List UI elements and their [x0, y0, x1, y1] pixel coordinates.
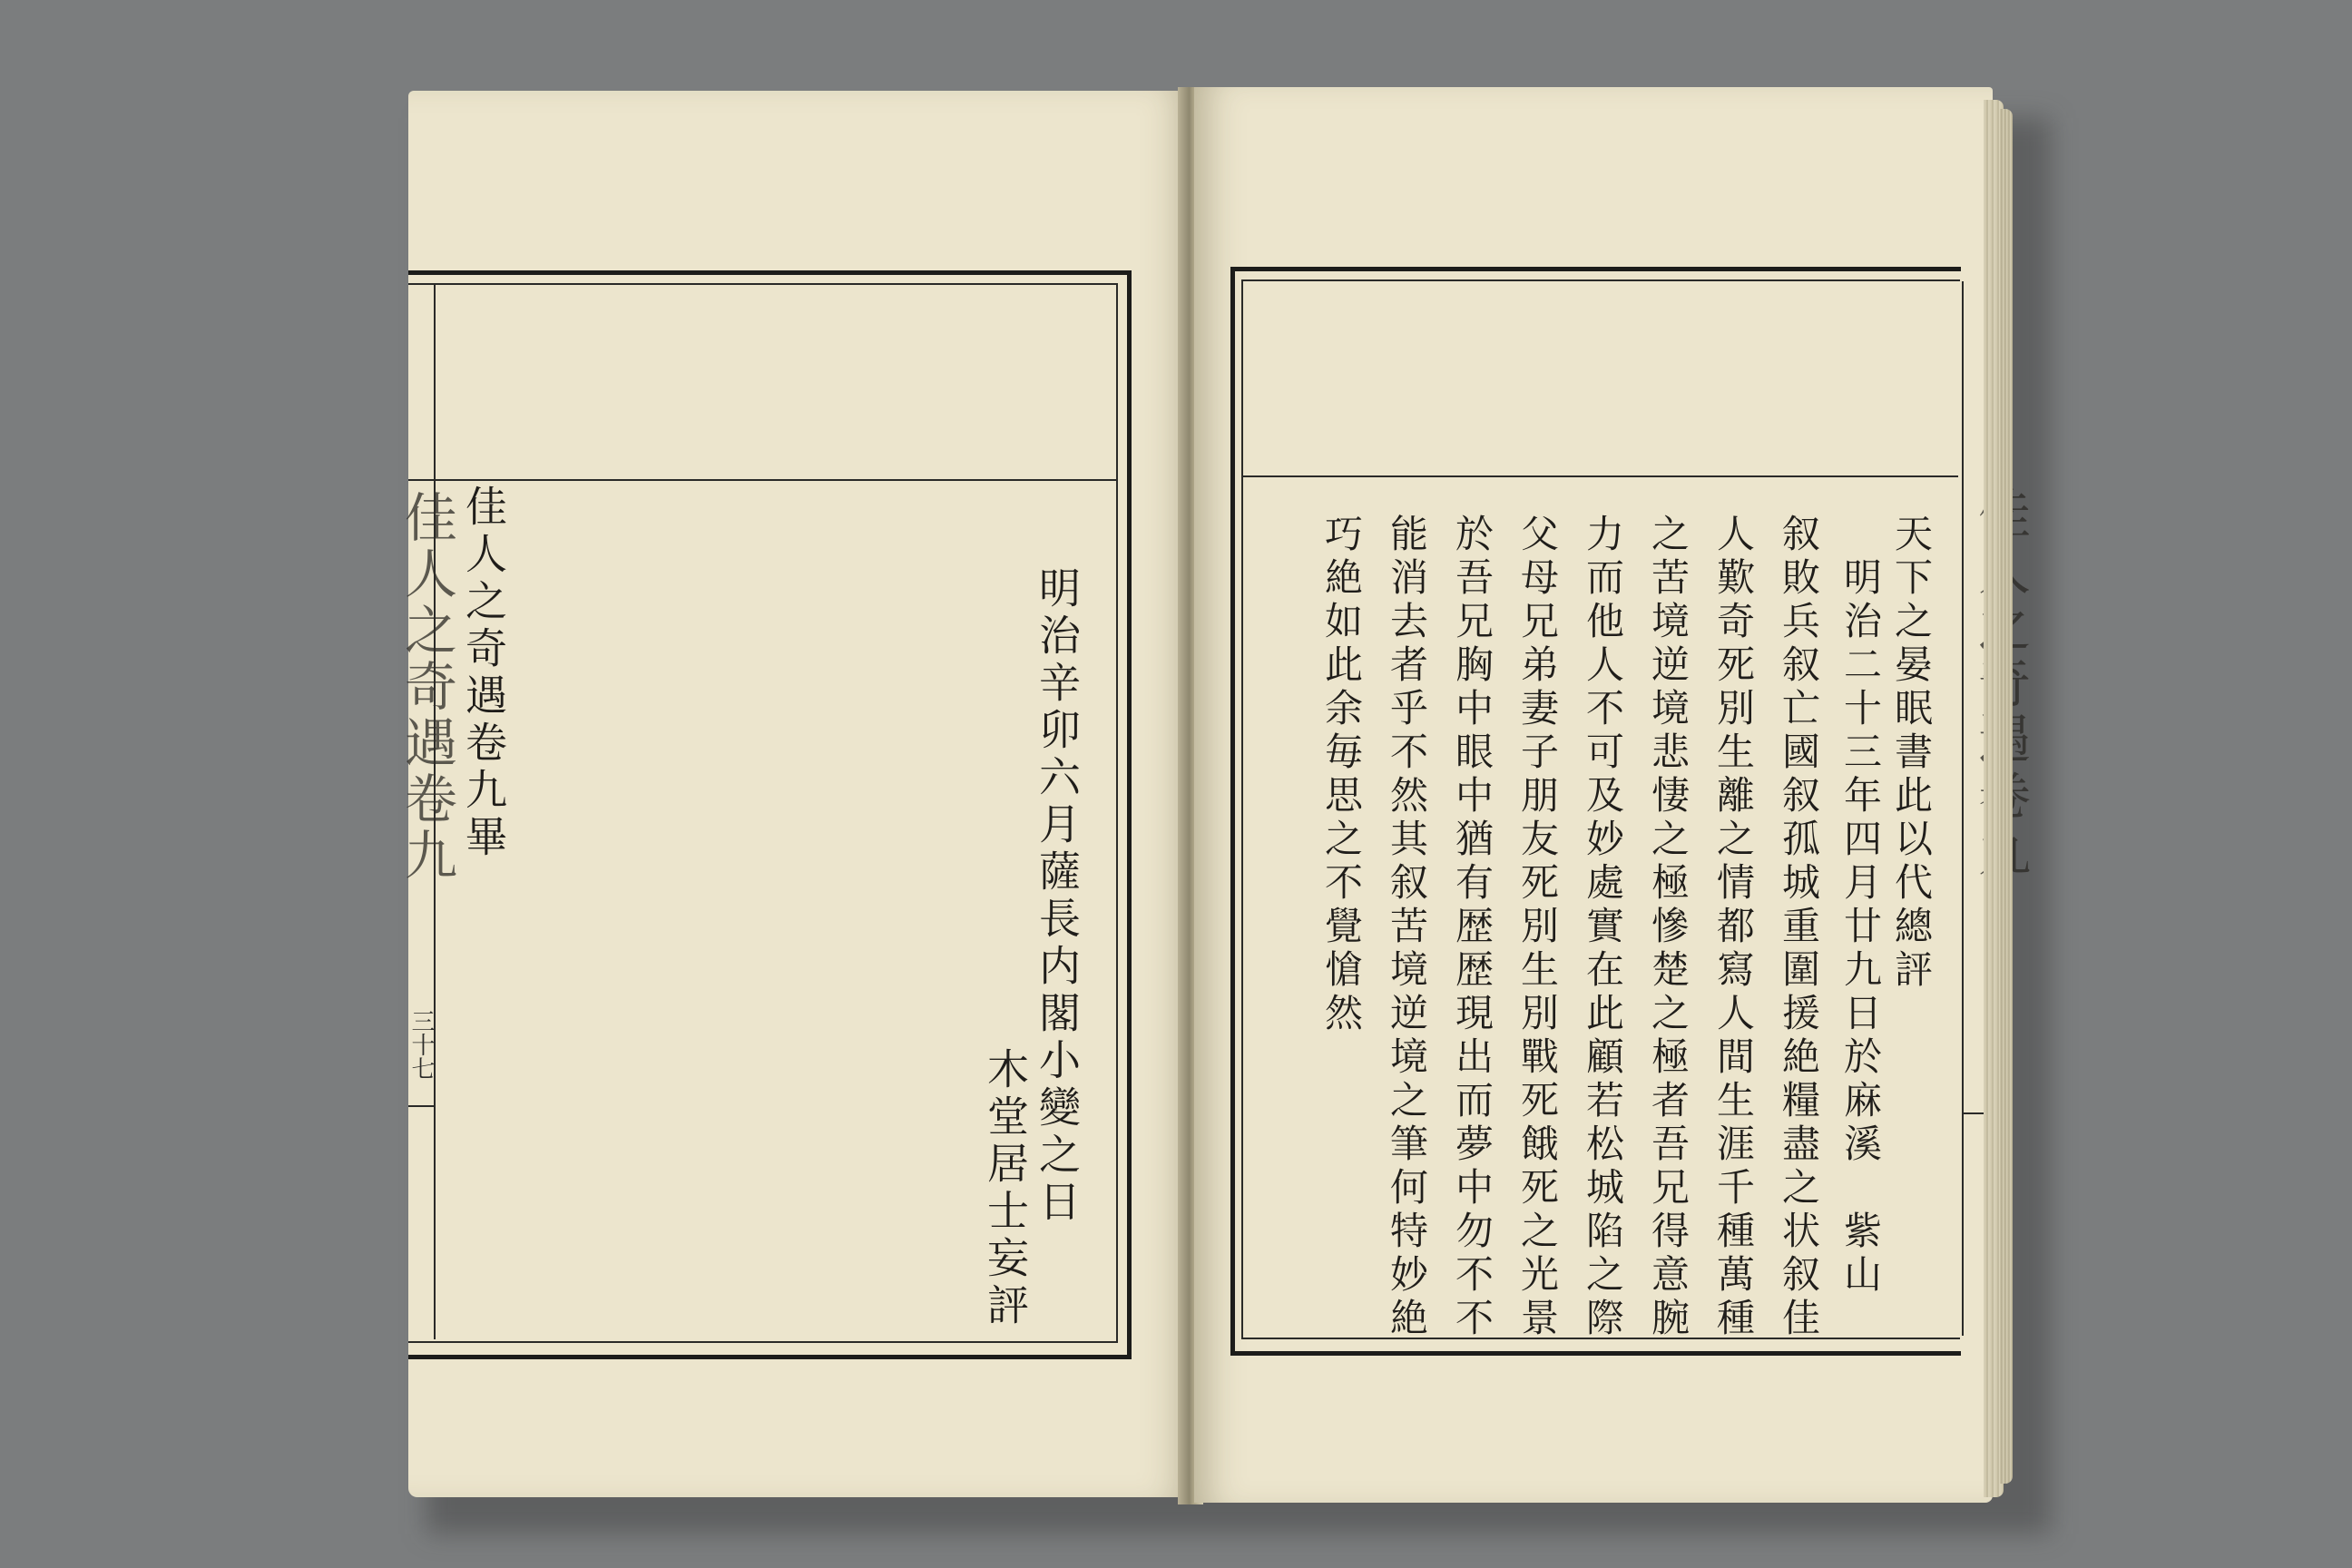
right-header-divider [1241, 475, 1958, 477]
right-col-8: 於吾兄胸中眼中猶有歴歴現出而夢中勿不不 [1450, 514, 1494, 1341]
left-folio: 三十七 [407, 1009, 435, 1080]
right-col-9: 能消去者乎不然其叙苦境逆境之筆何特妙絶 [1385, 514, 1429, 1341]
page-edges-back [2000, 109, 2013, 1484]
right-col-6: 力而他人不可及妙處實在此顧若松城陷之際 [1581, 514, 1625, 1341]
left-page [396, 91, 1189, 1497]
right-col-3: 叙敗兵叙亡國叙孤城重圍援絶糧盡之状叙佳 [1777, 514, 1821, 1341]
left-fold-mark [408, 1105, 436, 1107]
left-fold-title: 佳人之奇遇卷九 [396, 490, 457, 884]
right-col-1: 天下之晏眠書此以代總評 [1889, 514, 1934, 993]
right-col-5: 之苦境逆境悲悽之極慘楚之極者吾兄得意腕 [1646, 514, 1690, 1341]
left-chapter-title: 佳人之奇遇卷九畢 [459, 485, 508, 862]
right-col-4: 人歎奇死別生離之情都寫人間生涯千種萬種 [1711, 514, 1756, 1341]
left-date-line: 明治辛卯六月薩長内閣小變之日 [1033, 566, 1082, 1227]
right-col-10: 巧絶如此余毎思之不覺愴然 [1319, 514, 1364, 1036]
right-page [1194, 87, 1993, 1503]
right-col-2: 明治二十三年四月廿九日於麻溪 紫山 [1838, 514, 1883, 1298]
right-col-7: 父母兄弟妻子朋友死別生別戰死餓死之光景 [1515, 514, 1560, 1341]
left-header-divider [408, 479, 1116, 481]
left-signature: 木堂居士妄評 [981, 1047, 1030, 1330]
